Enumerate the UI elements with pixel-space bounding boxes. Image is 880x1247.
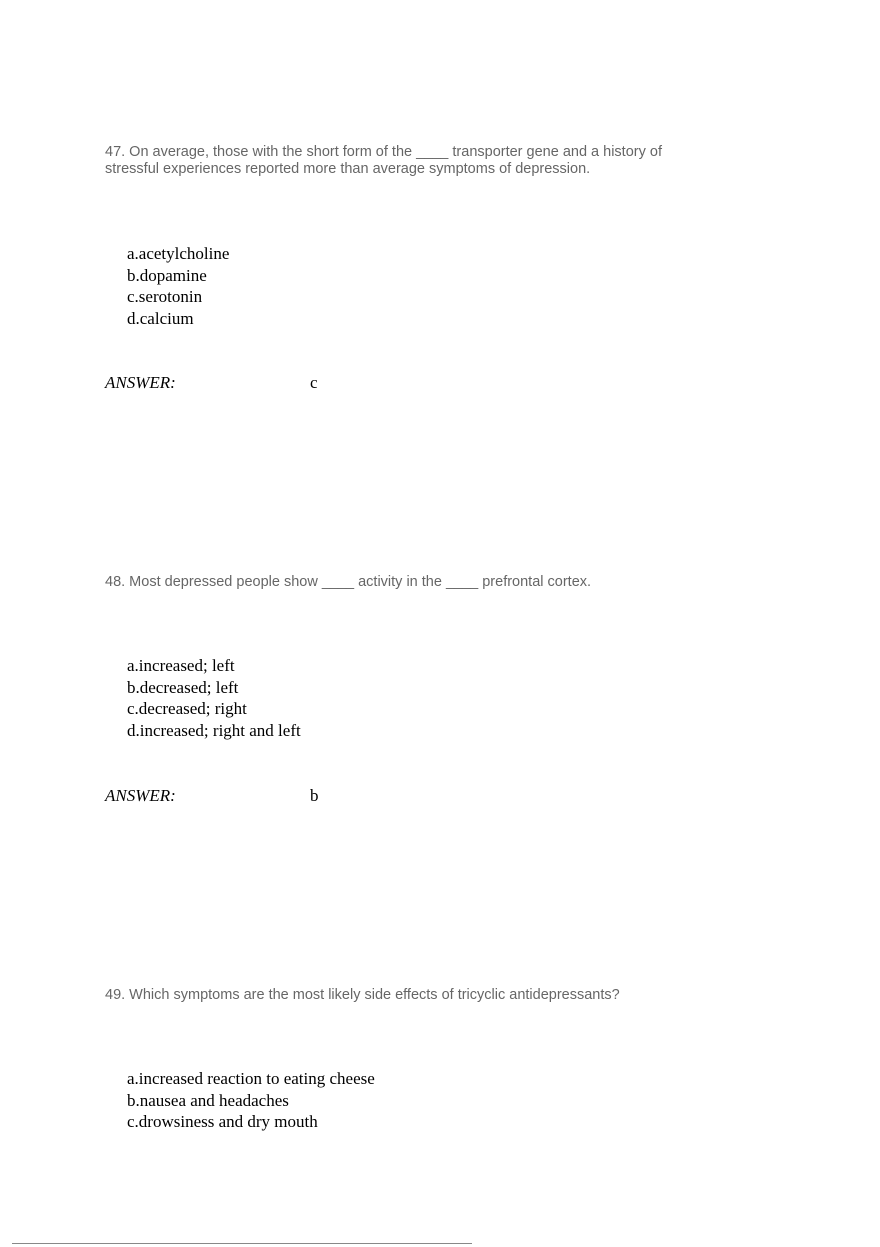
- option-a: a.increased reaction to eating cheese: [127, 1069, 375, 1088]
- answer-value: c: [310, 373, 318, 392]
- question-48-options: [127, 655, 301, 742]
- question-47-options: [127, 243, 229, 330]
- option-b: b.nausea and headaches: [127, 1090, 289, 1110]
- option-c: c.drowsiness and dry mouth: [127, 1112, 318, 1132]
- option-b: b.decreased; left: [127, 677, 239, 697]
- footer-divider: [12, 1243, 472, 1244]
- question-49-text: 49. Which symptoms are the most likely side effects of tricyclic antidepressants?: [105, 987, 620, 1003]
- option-b: b.dopamine: [127, 265, 207, 285]
- option-c: c.decreased; right: [127, 699, 247, 719]
- option-d: d.increased; right and left: [127, 721, 301, 741]
- answer-value: b: [310, 786, 319, 805]
- answer-label: ANSWER:: [105, 786, 176, 805]
- question-47-answer: [105, 373, 318, 393]
- answer-label: ANSWER:: [105, 373, 176, 392]
- option-a: a.acetylcholine: [127, 244, 230, 263]
- option-a: a.increased; left: [127, 656, 235, 675]
- question-47-text: 47. On average, those with the short form of the ____ transporter gene and a history of stressful experiences reported more than average symptoms of depression.: [105, 144, 662, 177]
- question-48-text: 48. Most depressed people show ____ activity in the ____ prefrontal cortex.: [105, 574, 592, 590]
- option-d: d.calcium: [127, 309, 194, 329]
- option-c: c.serotonin: [127, 287, 203, 307]
- question-49-options: [127, 1068, 375, 1133]
- question-48-answer: [105, 786, 319, 806]
